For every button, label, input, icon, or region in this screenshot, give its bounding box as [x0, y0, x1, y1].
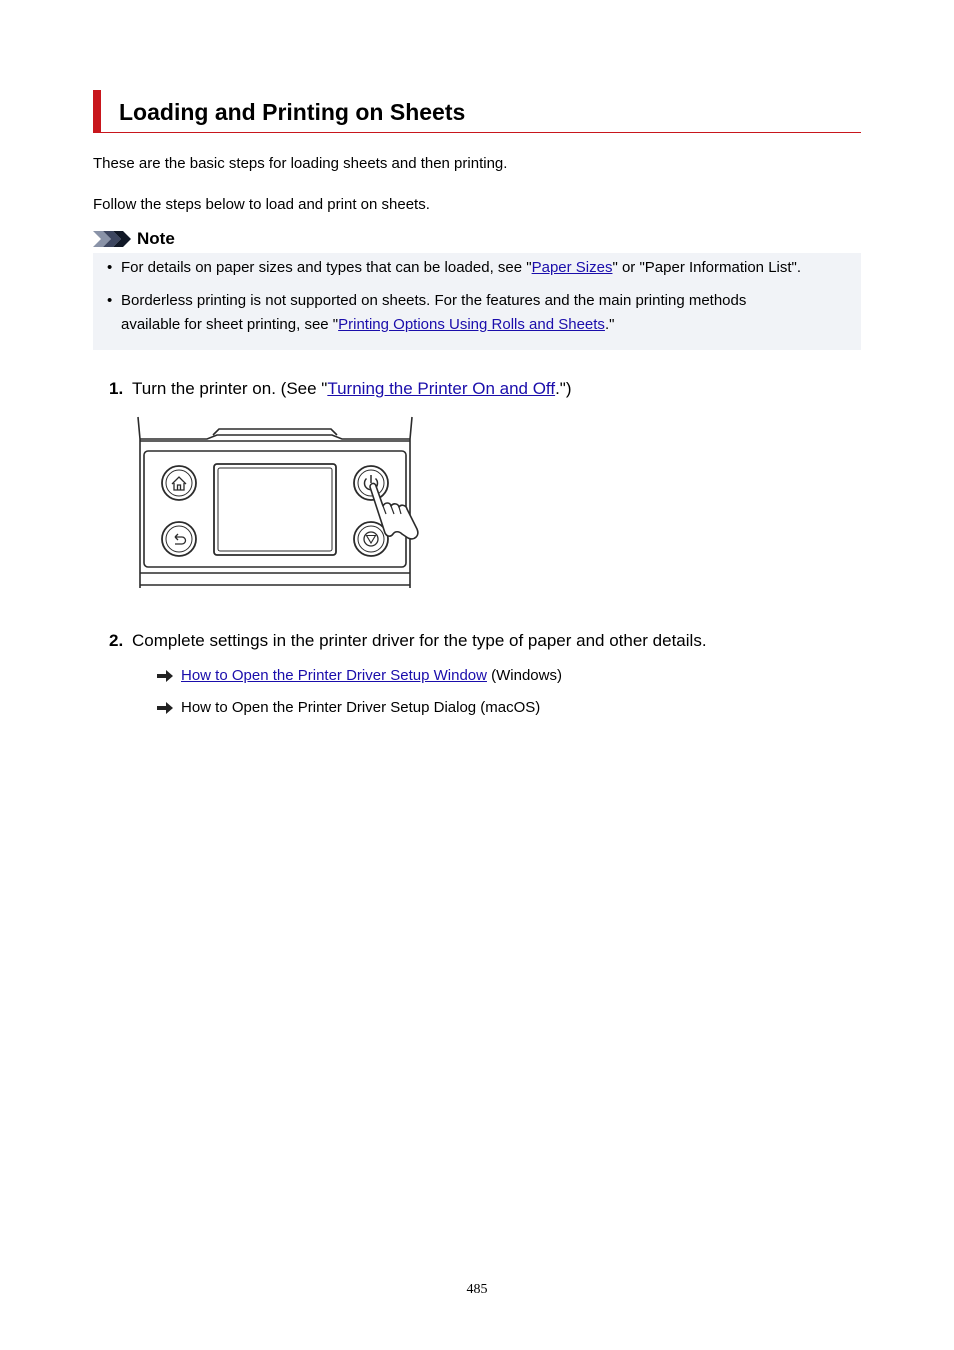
bullet: • — [107, 259, 113, 276]
heading-accent-bar — [93, 90, 101, 133]
page-title: Loading and Printing on Sheets — [119, 99, 466, 125]
note-text: available for sheet printing, see " — [121, 316, 339, 333]
note-text: ." — [604, 316, 615, 333]
step-text: Turn the printer on. (See " — [132, 379, 328, 398]
step-2 — [109, 630, 707, 652]
step-1 — [109, 378, 572, 400]
step-number: 2. — [109, 631, 124, 650]
note-text: Borderless printing is not supported on sheets. For the features and the main printing methods — [121, 292, 747, 309]
macos-setup-item — [157, 699, 540, 717]
printer-driver-setup-window-link[interactable]: How to Open the Printer Driver Setup Window — [181, 667, 487, 684]
note-text: " or "Paper Information List". — [612, 259, 802, 276]
paper-sizes-link[interactable]: Paper Sizes — [531, 259, 613, 276]
step-text: Complete settings in the printer driver for the type of paper and other details. — [132, 631, 707, 650]
touch-screen — [214, 464, 336, 555]
turning-printer-on-off-link[interactable]: Turning the Printer On and Off — [327, 379, 556, 398]
note-text: For details on paper sizes and types that can be loaded, see " — [121, 259, 532, 276]
home-button-icon — [162, 466, 196, 500]
printing-options-link[interactable]: Printing Options Using Rolls and Sheets — [338, 316, 605, 333]
step-number: 1. — [109, 379, 124, 398]
step-text: .") — [555, 379, 572, 398]
bullet: • — [107, 292, 113, 309]
note-header — [93, 228, 175, 250]
note-chevrons-icon — [93, 231, 131, 247]
item-text: (Windows) — [486, 667, 562, 684]
note-box — [93, 253, 861, 350]
intro-paragraph-2: Follow the steps below to load and print on sheets. — [93, 196, 430, 213]
note-item-2 — [107, 289, 851, 337]
page-number: 485 — [466, 1282, 488, 1297]
power-button-icon — [354, 466, 388, 500]
note-label: Note — [137, 229, 175, 248]
back-button-icon — [162, 522, 196, 556]
intro-paragraph-1: These are the basic steps for loading sheets and then printing. — [93, 155, 508, 172]
arrow-right-icon — [157, 670, 173, 682]
note-item-1 — [107, 256, 851, 280]
windows-setup-item — [157, 667, 562, 685]
heading-underline — [101, 132, 861, 133]
control-panel-illustration — [127, 413, 427, 593]
item-text: How to Open the Printer Driver Setup Dialog (macOS) — [181, 699, 541, 716]
arrow-right-icon — [157, 702, 173, 714]
